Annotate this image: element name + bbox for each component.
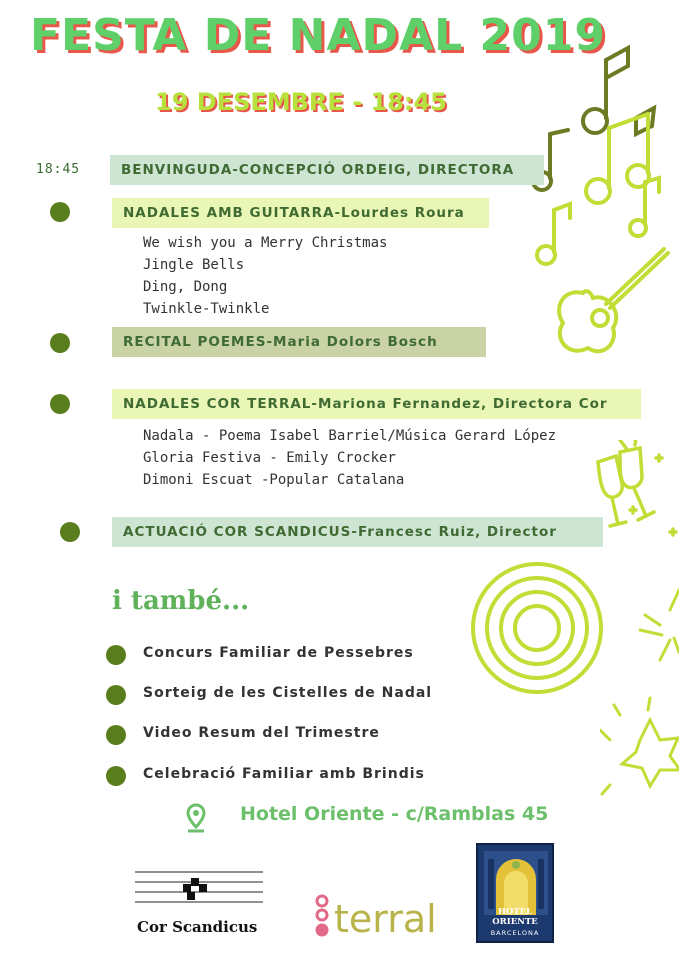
schedule-item-title: BENVINGUDA <box>121 162 233 178</box>
song-item: Ding, Dong <box>143 279 228 295</box>
also-item: Video Resum del Trimestre <box>143 725 380 741</box>
song-list <box>143 425 556 491</box>
song-item: Nadala - Poema Isabel Barriel/Música Gerard López <box>143 428 557 444</box>
song-item: Twinkle-Twinkle <box>143 301 270 317</box>
hotel-logo-name: HOTEL ORIENTE <box>492 907 538 927</box>
schedule-item-nadales-guitarra <box>112 198 489 228</box>
song-item: Jingle Bells <box>143 257 245 273</box>
separator: - <box>351 524 358 540</box>
starburst-decoration <box>600 580 679 800</box>
schedule-item-person: CONCEPCIÓ ORDEIG, DIRECTORA <box>238 162 515 178</box>
schedule-item-title: ACTUACIÓ COR SCANDICUS <box>123 524 352 540</box>
schedule-item-person: Mariona Fernandez, Directora Cor <box>318 396 608 412</box>
music-notes-decoration <box>528 38 679 358</box>
also-item: Concurs Familiar de Pessebres <box>143 645 414 661</box>
bullet-dot <box>106 725 126 745</box>
schedule-item-benvinguda <box>110 155 544 185</box>
schedule-item-recital <box>112 327 486 357</box>
also-item: Celebració Familiar amb Brindis <box>143 766 425 782</box>
location-text: Hotel Oriente - c/Ramblas 45 <box>240 803 549 825</box>
schedule-item-person: Lourdes Roura <box>341 205 465 221</box>
hotel-logo-city: BARCELONA <box>490 929 540 937</box>
champagne-glasses-icon <box>590 440 679 550</box>
schedule-item-title: NADALES COR TERRAL <box>123 396 312 412</box>
concentric-circles-decoration <box>462 560 612 700</box>
page-title: FESTA DE NADAL 2019 <box>30 10 606 61</box>
schedule-item-title: RECITAL POEMES <box>123 334 267 350</box>
separator: - <box>334 205 342 221</box>
bullet-dot <box>60 522 80 542</box>
schedule-item-title: NADALES AMB GUITARRA <box>123 205 335 221</box>
schedule-item-person: Maria Dolors Bosch <box>273 334 438 350</box>
also-item: Sorteig de les Cistelles de Nadal <box>143 685 433 701</box>
song-item: Dimoni Escuat -Popular Catalana <box>143 472 405 488</box>
cor-scandicus-name: Cor Scandicus <box>137 918 258 936</box>
hotel-oriente-logo <box>476 843 554 943</box>
event-date: 19 DESEMBRE - 18:45 <box>155 88 447 116</box>
song-item: Gloria Festiva - Emily Crocker <box>143 450 396 466</box>
bullet-dot <box>50 394 70 414</box>
bullet-dot <box>106 645 126 665</box>
cor-scandicus-logo <box>135 868 263 914</box>
bullet-dot <box>50 333 70 353</box>
song-item: We wish you a Merry Christmas <box>143 235 388 251</box>
separator: - <box>311 396 319 412</box>
song-list <box>143 232 387 320</box>
separator: - <box>266 334 274 350</box>
terral-logo-text: terral <box>334 897 437 941</box>
hotel-facade-image <box>484 851 548 915</box>
schedule-item-nadales-terral <box>112 389 641 419</box>
schedule-item-cor-scandicus <box>112 517 603 547</box>
map-pin-icon <box>185 803 207 833</box>
bullet-dot <box>50 202 70 222</box>
schedule-item-person: Francesc Ruiz, Director <box>357 524 557 540</box>
separator: - <box>232 162 239 178</box>
bullet-dot <box>106 766 126 786</box>
terral-dots-icon <box>312 893 332 939</box>
also-heading: i també... <box>112 586 250 616</box>
start-time: 18:45 <box>36 162 81 177</box>
bullet-dot <box>106 685 126 705</box>
